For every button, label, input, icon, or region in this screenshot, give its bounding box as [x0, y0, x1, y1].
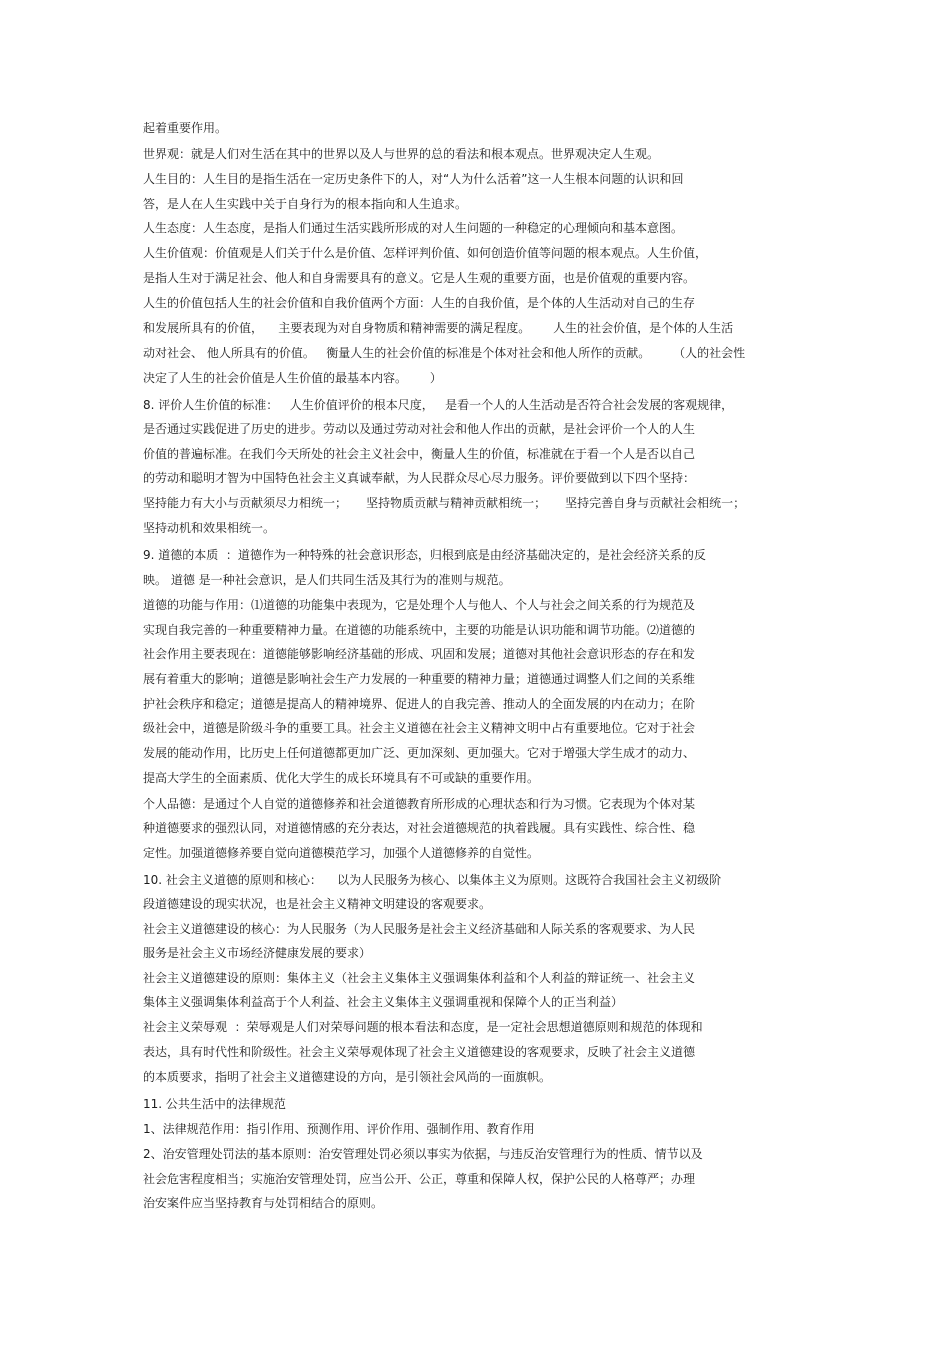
text-line: 2、治安管理处罚法的基本原则：治安管理处罚必须以事实为依据，与违反治安管理行为的性质、情节以及 — [143, 1147, 703, 1161]
text-line: 11. 公共生活中的法律规范 — [143, 1097, 286, 1111]
text-line: 坚持动机和效果相统一。 — [143, 521, 276, 535]
text-line: 表达，具有时代性和阶级性。社会主义荣辱观体现了社会主义道德建设的客观要求，反映了社会主义道德 — [143, 1045, 696, 1059]
text-line: 人生态度：人生态度，是指人们通过生活实践所形成的对人生问题的一种稳定的心理倾向和基本意图。 — [143, 221, 684, 235]
text-line: 社会危害程度相当；实施治安管理处罚，应当公开、公正，尊重和保障人权，保护公民的人格尊严；办理 — [143, 1172, 696, 1186]
text-line: 社会主义道德建设的原则：集体主义（社会主义集体主义强调集体利益和个人利益的辩证统一、社会主义 — [143, 971, 696, 985]
text-line: 段道德建设的现实状况，也是社会主义精神文明建设的客观要求。 — [143, 897, 492, 911]
text-line: 道德的功能与作用：⑴道德的功能集中表现为，它是处理个人与他人、个人与社会之间关系的行为规范及 — [143, 598, 696, 612]
text-line: 是指人生对于满足社会、他人和自身需要具有的意义。它是人生观的重要方面，也是价值观的重要内容。 — [143, 271, 696, 285]
text-line: 和发展所具有的价值， 主要表现为对自身物质和精神需要的满足程度。 人生的社会价值，是个体的人生活 — [143, 321, 734, 335]
text-line: 8. 评价人生价值的标准： 人生价值评价的根本尺度， 是看一个人的人生活动是否符合社会发展的客观规律， — [143, 398, 734, 412]
text-line: 价值的普遍标准。在我们今天所处的社会主义社会中，衡量人生的价值，标准就在于看一个人是否以自己 — [143, 447, 696, 461]
text-line: 展有着重大的影响；道德是影响社会生产力发展的一种重要的精神力量；道德通过调整人们之间的关系维 — [143, 672, 696, 686]
text-line: 1、法律规范作用：指引作用、预测作用、评价作用、强制作用、教育作用 — [143, 1122, 535, 1136]
text-line: 社会主义道德建设的核心：为人民服务（为人民服务是社会主义经济基础和人际关系的客观要求、为人民 — [143, 922, 696, 936]
text-line: 集体主义强调集体利益高于个人利益、社会主义集体主义强调重视和保障个人的正当利益） — [143, 995, 624, 1009]
text-line: 9. 道德的本质 ：道德作为一种特殊的社会意识形态，归根到底是由经济基础决定的，是社会经济关系的反 — [143, 548, 706, 562]
text-line: 起着重要作用。 — [143, 121, 228, 135]
text-line: 映。 道德 是一种社会意识，是人们共同生活及其行为的准则与规范。 — [143, 573, 511, 587]
text-line: 的本质要求，指明了社会主义道德建设的方向，是引领社会风尚的一面旗帜。 — [143, 1070, 552, 1084]
text-line: 答，是人在人生实践中关于自身行为的根本指向和人生追求。 — [143, 197, 468, 211]
text-line: 社会作用主要表现在：道德能够影响经济基础的形成、巩固和发展；道德对其他社会意识形态的存在和发 — [143, 647, 696, 661]
text-line: 社会主义荣辱观 ：荣辱观是人们对荣辱问题的根本看法和态度，是一定社会思想道德原则和规范的体现和 — [143, 1020, 703, 1034]
text-line: 是否通过实践促进了历史的进步。劳动以及通过劳动对社会和他人作出的贡献，是社会评价一个人的人生 — [143, 422, 696, 436]
text-line: 人生价值观：价值观是人们关于什么是价值、怎样评判价值、如何创造价值等问题的根本观点。人生价值， — [143, 246, 708, 260]
text-line: 实现自我完善的一种重要精神力量。在道德的功能系统中，主要的功能是认识功能和调节功能。⑵道德的 — [143, 623, 696, 637]
text-line: 服务是社会主义市场经济健康发展的要求） — [143, 946, 372, 960]
text-line: 决定了人生的社会价值是人生价值的最基本内容。 ） — [143, 371, 442, 385]
text-line: 人生目的：人生目的是指生活在一定历史条件下的人，对“人为什么活着”这一人生根本问题的认识和回 — [143, 172, 684, 186]
text-line: 动对社会、 他人所具有的价值。 衡量人生的社会价值的标准是个体对社会和他人所作的贡献。 （人的社会性 — [143, 346, 746, 360]
text-line: 坚持能力有大小与贡献须尽力相统一； 坚持物质贡献与精神贡献相统一； 坚持完善自身与贡献社会相统一； — [143, 496, 746, 510]
text-line: 治安案件应当坚持教育与处罚相结合的原则。 — [143, 1196, 384, 1210]
text-line: 护社会秩序和稳定；道德是提高人的精神境界、促进人的自我完善、推动人的全面发展的内在动力；在阶 — [143, 697, 696, 711]
text-line: 级社会中，道德是阶级斗争的重要工具。社会主义道德在社会主义精神文明中占有重要地位。它对于社会 — [143, 721, 696, 735]
text-line: 个人品德：是通过个人自觉的道德修养和社会道德教育所形成的心理状态和行为习惯。它表现为个体对某 — [143, 797, 696, 811]
text-line: 10. 社会主义道德的原则和核心： 以为人民服务为核心、以集体主义为原则。这既符合我国社会主义初级阶 — [143, 873, 722, 887]
text-line: 种道德要求的强烈认同，对道德情感的充分表达，对社会道德规范的执着践履。具有实践性、综合性、稳 — [143, 821, 696, 835]
text-line: 定性。加强道德修养要自觉向道德模范学习，加强个人道德修养的自觉性。 — [143, 846, 540, 860]
text-line: 世界观：就是人们对生活在其中的世界以及人与世界的总的看法和根本观点。世界观决定人生观。 — [143, 147, 660, 161]
text-line: 人生的价值包括人生的社会价值和自我价值两个方面：人生的自我价值，是个体的人生活动对自己的生存 — [143, 296, 696, 310]
text-line: 发展的能动作用，比历史上任何道德都更加广泛、更加深刻、更加强大。它对于增强大学生成才的动力、 — [143, 746, 696, 760]
text-line: 提高大学生的全面素质、优化大学生的成长环境具有不可或缺的重要作用。 — [143, 771, 540, 785]
text-line: 的劳动和聪明才智为中国特色社会主义真诚奉献，为人民群众尽心尽力服务。评价要做到以下四个坚持： — [143, 471, 696, 485]
